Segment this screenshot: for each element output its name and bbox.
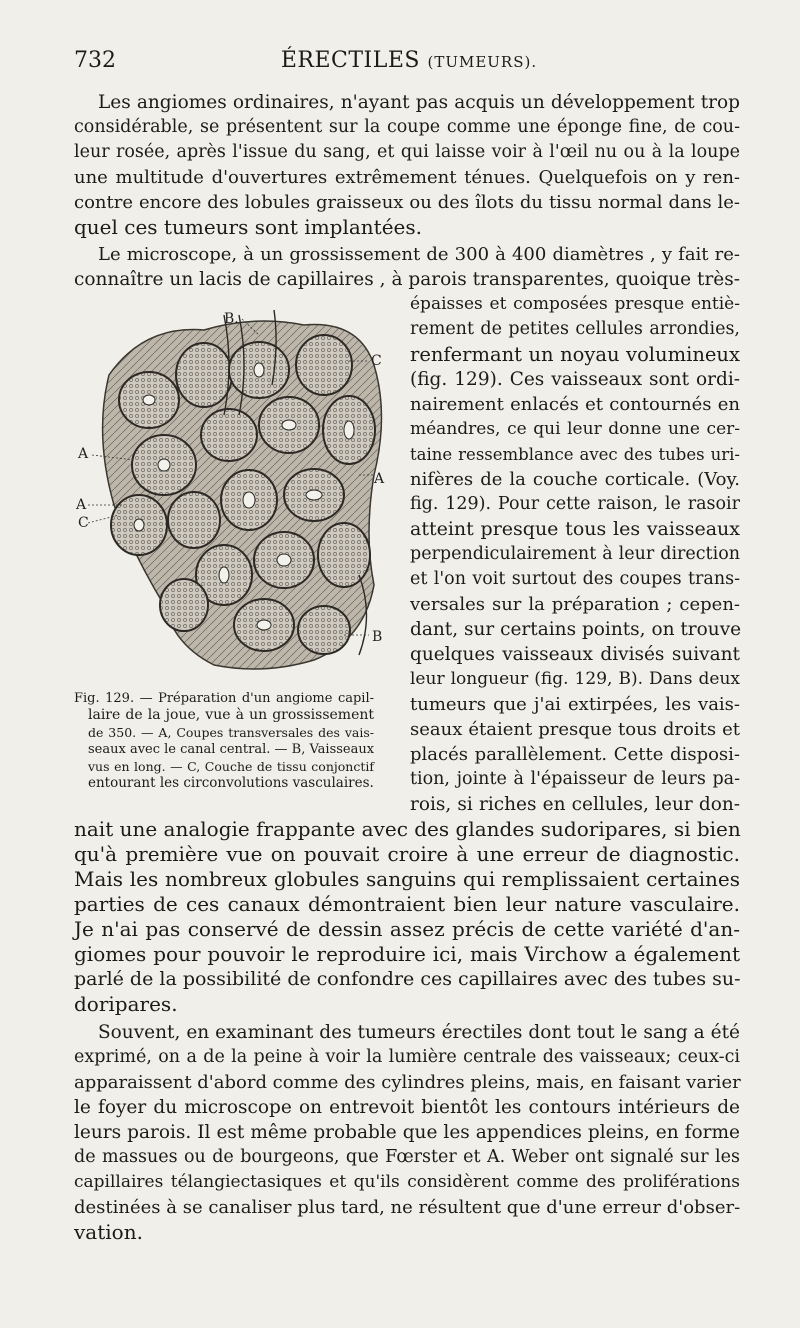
- text-line: épaisses et composées presque entiè-: [410, 294, 740, 314]
- text-line: leurs parois. Il est même probable que les appendices pleins, en forme: [74, 1122, 740, 1143]
- text-line: placés parallèlement. Cette disposi-: [410, 744, 740, 765]
- text-line: leur longueur (fig. 129, B). Dans deux: [410, 669, 740, 689]
- label-a-left-2: A: [76, 497, 87, 513]
- text-line: une multitude d'ouvertures extrêmement ténues. Quelquefois on y ren-: [74, 167, 740, 188]
- text-line: méandres, ce qui leur donne une cer-: [410, 419, 740, 439]
- text-line: vation.: [74, 1220, 143, 1244]
- label-c-right: C: [371, 353, 382, 369]
- text-line: tion, jointe à l'épaisseur de leurs pa-: [410, 769, 740, 789]
- text-line: Les angiomes ordinaires, n'ayant pas acquis un développement trop: [98, 92, 740, 113]
- text-line: leur rosée, après l'issue du sang, et qui laisse voir à l'œil nu ou à la loupe: [74, 142, 740, 162]
- text-line: quelques vaisseaux divisés suivant: [410, 644, 740, 665]
- label-a-left-1: A: [78, 446, 89, 462]
- label-b-top: B.: [224, 311, 239, 327]
- text-line: parties de ces canaux démontraient bien leur nature vasculaire.: [74, 892, 740, 916]
- text-line: doripares.: [74, 992, 178, 1016]
- text-line: giomes pour pouvoir le reproduire ici, mais Virchow a également: [74, 942, 740, 966]
- caption-line: entourant les circonvolutions vasculaires.: [88, 775, 374, 791]
- text-line: fig. 129). Pour cette raison, le rasoir: [410, 494, 740, 514]
- text-line: qu'à première vue on pouvait croire à une erreur de diagnostic.: [74, 842, 740, 866]
- running-header: [74, 48, 744, 82]
- text-line: et l'on voit surtout des coupes trans-: [410, 569, 740, 589]
- text-line: considérable, se présentent sur la coupe comme une éponge fine, de cou-: [74, 117, 740, 137]
- caption-line: Fig. 129. — Préparation d'un angiome capil-: [74, 691, 374, 706]
- page-number: 732: [74, 48, 116, 73]
- text-line: perpendiculairement à leur direction: [410, 544, 740, 564]
- text-line: exprimé, on a de la peine à voir la lumière centrale des vaisseaux; ceux-ci: [74, 1047, 740, 1067]
- text-line: de massues ou de bourgeons, que Fœrster et A. Weber ont signalé sur les: [74, 1147, 740, 1167]
- running-title-sub: (TUMEURS).: [427, 53, 538, 71]
- text-line: connaître un lacis de capillaires , à parois transparentes, quoique très-: [74, 269, 740, 290]
- figure-129: [74, 305, 404, 685]
- text-line: dant, sur certains points, on trouve: [410, 619, 742, 640]
- text-line: taine ressemblance avec des tubes uri-: [410, 445, 740, 464]
- label-c-left: C: [78, 515, 89, 531]
- text-line: apparaissent d'abord comme des cylindres pleins, mais, en faisant varier: [74, 1072, 741, 1093]
- caption-line: laire de la joue, vue à un grossissement: [88, 707, 374, 723]
- text-line: quel ces tumeurs sont implantées.: [74, 215, 422, 239]
- text-line: versales sur la préparation ; cepen-: [410, 594, 740, 615]
- label-a-right: A: [374, 471, 385, 487]
- caption-line: seaux avec le canal central. — B, Vaisseaux: [88, 742, 375, 757]
- text-line: Souvent, en examinant des tumeurs érectiles dont tout le sang a été: [98, 1022, 740, 1043]
- text-line: nairement enlacés et contournés en: [410, 394, 740, 415]
- text-line: Je n'ai pas conservé de dessin assez précis de cette variété d'an-: [74, 917, 740, 941]
- label-b-bottom: B: [372, 629, 383, 645]
- text-line: nifères de la couche corticale. (Voy.: [410, 469, 740, 490]
- text-line: (fig. 129). Ces vaisseaux sont ordi-: [410, 369, 740, 390]
- caption-line: vus en long. — C, Couche de tissu conjonctif: [88, 759, 374, 774]
- text-line: atteint presque tous les vaisseaux: [410, 518, 740, 540]
- text-line: destinées à se canaliser plus tard, ne résultent que d'une erreur d'obser-: [74, 1197, 741, 1218]
- text-line: renfermant un noyau volumineux: [410, 343, 740, 366]
- text-line: parlé de la possibilité de confondre ces capillaires avec des tubes su-: [74, 968, 741, 990]
- angioma-illustration: [74, 305, 404, 685]
- text-line: le foyer du microscope on entrevoit bientôt les contours intérieurs de: [74, 1097, 740, 1118]
- running-title: [74, 48, 744, 73]
- text-line: nait une analogie frappante avec des glandes sudoripares, si bien: [74, 817, 741, 841]
- text-line: rement de petites cellules arrondies,: [410, 319, 740, 339]
- text-line: tumeurs que j'ai extirpées, les vais-: [410, 694, 740, 715]
- running-title-main: ÉRECTILES: [280, 48, 420, 73]
- text-line: rois, si riches en cellules, leur don-: [410, 794, 740, 815]
- text-line: Mais les nombreux globules sanguins qui remplissaient certaines: [74, 867, 740, 891]
- figure-caption: [74, 690, 374, 792]
- text-line: Le microscope, à un grossissement de 300 à 400 diamètres , y fait re-: [98, 244, 740, 265]
- caption-line: de 350. — A, Coupes transversales des vais-: [88, 725, 374, 740]
- text-line: seaux étaient presque tous droits et: [410, 719, 740, 740]
- text-line: contre encore des lobules graisseux ou des îlots du tissu normal dans le-: [74, 192, 740, 213]
- text-line: capillaires télangiectasiques et qu'ils considèrent comme des proliférations: [74, 1172, 740, 1192]
